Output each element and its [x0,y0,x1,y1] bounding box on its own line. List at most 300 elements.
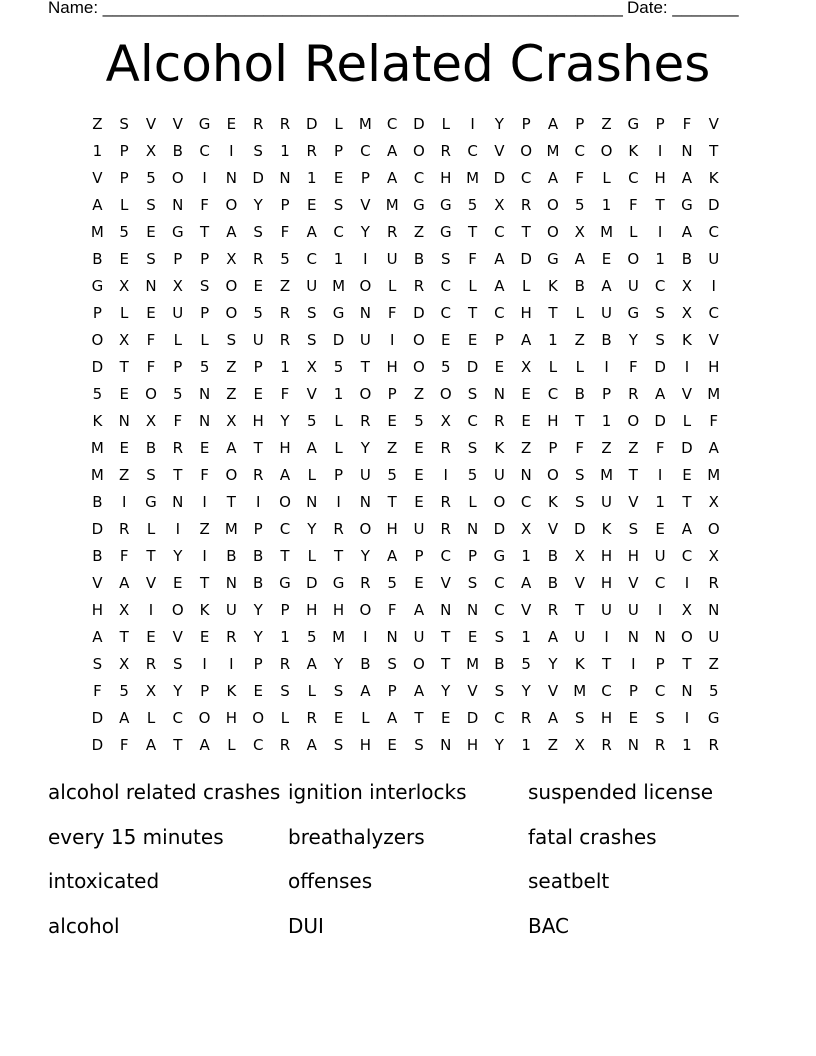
grid-letter: X [708,493,719,511]
grid-letter: S [387,655,397,673]
grid-letter: O [413,331,425,349]
grid-letter: Z [226,385,237,403]
grid-letter: N [627,628,639,646]
grid-letter: E [253,682,263,700]
grid-letter: X [681,277,693,295]
grid-letter: B [601,331,612,349]
grid-letter: I [443,466,448,484]
grid-letter: E [119,439,129,457]
grid-letter: A [387,709,398,727]
grid-letter: F [629,358,638,376]
grid-letter: F [575,169,585,187]
grid-letter: T [414,709,424,727]
grid-letter: Z [92,115,103,133]
grid-letter: N [118,412,130,430]
grid-letter: X [440,412,451,430]
grid-letter: Y [494,115,504,133]
grid-letter: N [681,142,693,160]
grid-letter: I [604,628,609,646]
word-bank-item: ignition interlocks [288,780,467,804]
grid-letter: T [119,358,129,376]
grid-letter: I [336,493,341,511]
grid-letter: I [202,493,207,511]
grid-letter: X [708,547,719,565]
grid-letter: U [708,250,720,268]
grid-letter: E [146,223,156,241]
grid-letter: E [601,250,612,268]
grid-letter: U [627,601,639,619]
grid-letter: N [493,385,505,403]
grid-letter: E [494,358,505,376]
grid-letter: E [199,628,210,646]
grid-letter: L [682,412,692,430]
grid-letter: A [145,736,157,754]
grid-letter: T [628,466,638,484]
grid-letter: A [306,439,317,457]
grid-letter: F [200,196,209,214]
grid-letter: T [173,736,183,754]
grid-letter: L [575,304,584,322]
grid-letter: F [173,412,183,430]
grid-letter: R [279,736,291,754]
grid-letter: S [333,736,344,754]
grid-letter: C [574,142,585,160]
grid-letter: L [548,358,558,376]
grid-letter: X [226,412,237,430]
grid-letter: F [119,736,129,754]
grid-letter: H [279,439,291,457]
grid-letter: M [600,223,614,241]
grid-letter: T [575,601,585,619]
name-field-label: Name: _______________________________________________________ [48,0,623,17]
grid-letter: B [92,547,103,565]
grid-letter: K [92,412,103,430]
grid-letter: V [92,574,103,592]
grid-letter: F [387,601,397,619]
grid-letter: M [707,466,721,484]
grid-letter: O [359,385,372,403]
grid-letter: F [655,439,665,457]
grid-letter: M [90,223,104,241]
grid-letter: V [92,169,103,187]
grid-letter: B [360,655,371,673]
grid-letter: V [172,628,183,646]
grid-letter: G [627,304,640,322]
grid-letter: C [199,142,210,160]
grid-letter: T [360,358,370,376]
grid-letter: O [225,277,238,295]
word-bank-item: every 15 minutes [48,824,224,849]
grid-letter: G [707,709,720,727]
word-bank-item: suspended license [528,780,714,804]
grid-letter: R [654,736,666,754]
grid-letter: O [359,277,372,295]
grid-letter: I [363,628,368,646]
grid-letter: I [148,601,154,619]
grid-row [84,543,727,570]
grid-letter: C [520,493,532,511]
grid-letter: U [601,304,613,322]
grid-letter: O [279,493,291,511]
grid-letter: F [119,547,129,565]
grid-letter: P [628,682,638,700]
grid-letter: C [681,547,693,565]
grid-letter: M [466,655,480,673]
grid-letter: 1 [655,493,665,511]
grid-letter: U [654,547,666,565]
grid-letter: B [547,574,559,592]
grid-letter: E [253,277,263,295]
grid-letter: N [386,628,398,646]
grid-letter: X [521,520,532,538]
grid-letter: A [387,169,398,187]
grid-letter: F [629,196,638,214]
grid-letter: O [359,520,372,538]
grid-letter: X [119,277,130,295]
grid-letter: K [628,142,639,160]
grid-letter: U [601,601,613,619]
grid-letter: E [441,709,451,727]
grid-letter: E [333,169,344,187]
grid-letter: N [359,493,371,511]
grid-letter: L [334,115,343,133]
grid-letter: S [253,223,263,241]
grid-letter: L [173,331,182,349]
grid-letter: U [627,277,639,295]
grid-letter: R [279,655,291,673]
grid-letter: Z [119,466,130,484]
grid-letter: D [91,736,104,754]
grid-letter: P [655,115,665,133]
grid-letter: N [359,304,371,322]
grid-letter: H [332,601,345,619]
grid-letter: M [546,142,560,160]
grid-letter: 5 [387,466,397,484]
grid-letter: O [627,412,640,430]
grid-letter: D [493,520,506,538]
grid-row [84,273,727,300]
grid-letter: O [145,385,157,403]
grid-letter: V [681,385,693,403]
grid-letter: S [146,466,156,484]
grid-letter: S [574,466,585,484]
grid-letter: R [520,709,532,727]
grid-letter: 1 [280,142,290,160]
grid-letter: 5 [307,628,317,646]
grid-letter: Z [628,439,639,457]
grid-letter: 1 [601,196,612,214]
grid-letter: T [333,547,344,565]
grid-letter: E [467,331,478,349]
grid-letter: R [494,412,505,430]
grid-letter: F [280,385,290,403]
grid-letter: V [440,574,451,592]
letter-grid [84,111,727,759]
grid-letter: L [120,196,129,214]
grid-letter: M [573,682,587,700]
grid-letter: I [175,520,180,538]
grid-letter: S [92,655,103,673]
grid-letter: L [227,736,236,754]
grid-letter: C [440,547,451,565]
grid-letter: A [387,547,398,565]
grid-letter: K [548,493,558,511]
grid-letter: P [494,331,504,349]
word-bank [48,775,768,953]
grid-letter: O [225,466,238,484]
grid-letter: E [441,331,451,349]
grid-letter: I [657,223,663,241]
grid-letter: U [413,628,425,646]
grid-letter: T [200,574,210,592]
grid-letter: G [171,223,184,241]
grid-letter: A [521,331,532,349]
grid-letter: B [92,250,103,268]
grid-letter: F [146,358,156,376]
grid-letter: A [279,466,291,484]
grid-letter: E [387,736,397,754]
grid-letter: T [387,493,397,511]
grid-letter: F [682,115,692,133]
grid-letter: H [225,709,238,727]
grid-letter: T [441,655,451,673]
grid-letter: I [631,655,636,673]
grid-letter: P [387,385,397,403]
grid-letter: R [628,385,639,403]
word-bank-item: fatal crashes [528,824,657,849]
grid-letter: C [360,142,371,160]
grid-letter: L [521,277,531,295]
grid-letter: P [468,547,478,565]
grid-letter: X [494,196,505,214]
grid-letter: 5 [708,682,719,700]
grid-letter: U [601,493,613,511]
grid-letter: L [629,223,638,241]
grid-letter: 5 [333,358,344,376]
grid-letter: 5 [92,385,103,403]
grid-letter: E [119,250,129,268]
grid-letter: O [547,466,559,484]
grid-letter: U [252,331,264,349]
grid-letter: V [467,682,478,700]
grid-letter: C [601,682,612,700]
grid-letter: Y [333,655,344,673]
grid-letter: Z [547,736,559,754]
word-bank-item: alcohol [48,913,120,938]
grid-letter: 1 [601,412,612,430]
grid-row [84,354,727,381]
grid-letter: N [225,574,237,592]
grid-letter: Y [628,331,638,349]
grid-letter: B [681,250,693,268]
word-bank-item: offenses [288,869,373,893]
grid-letter: M [90,466,104,484]
grid-letter: R [252,250,264,268]
grid-letter: Y [253,601,263,619]
grid-row [84,678,727,705]
grid-letter: C [440,304,451,322]
word-bank-item: BAC [528,913,570,938]
grid-letter: T [467,304,478,322]
grid-letter: E [467,628,478,646]
grid-letter: O [413,142,425,160]
grid-letter: Y [441,682,451,700]
grid-letter: E [333,709,344,727]
grid-letter: P [119,169,129,187]
grid-row [84,381,727,408]
grid-row [84,570,727,597]
grid-letter: O [627,250,640,268]
grid-letter: P [548,439,558,457]
grid-letter: G [145,493,157,511]
grid-letter: O [413,358,425,376]
grid-letter: I [657,601,663,619]
grid-letter: T [173,466,183,484]
grid-letter: G [332,304,345,322]
grid-letter: I [202,655,207,673]
grid-letter: P [280,601,290,619]
grid-row [84,705,727,732]
grid-letter: 5 [119,223,129,241]
grid-letter: A [574,250,585,268]
grid-row [84,192,727,219]
grid-letter: A [681,169,693,187]
grid-letter: Z [387,439,398,457]
grid-letter: H [466,736,479,754]
grid-letter: O [439,385,452,403]
grid-letter: 5 [119,682,129,700]
grid-letter: X [306,358,317,376]
grid-letter: M [332,628,346,646]
grid-letter: H [520,304,532,322]
grid-letter: L [280,709,290,727]
grid-letter: X [119,601,130,619]
grid-letter: D [413,304,425,322]
grid-letter: V [574,574,585,592]
grid-letter: F [387,304,397,322]
grid-letter: C [279,520,291,538]
grid-letter: A [306,736,317,754]
grid-letter: P [200,682,210,700]
grid-letter: L [146,520,156,538]
grid-letter: D [91,520,104,538]
grid-letter: F [93,682,102,700]
grid-letter: Y [173,682,183,700]
grid-letter: L [361,709,370,727]
grid-letter: F [575,439,585,457]
grid-letter: S [440,250,451,268]
grid-letter: Z [226,358,237,376]
grid-letter: C [654,574,666,592]
grid-row [84,408,727,435]
grid-letter: E [199,439,210,457]
grid-letter: S [467,385,478,403]
grid-letter: A [708,439,719,457]
grid-letter: N [172,493,184,511]
grid-letter: C [494,223,505,241]
grid-letter: A [413,682,425,700]
grid-letter: S [119,115,129,133]
grid-letter: S [226,331,237,349]
grid-letter: U [359,466,371,484]
grid-letter: X [574,547,585,565]
grid-letter: Z [413,385,425,403]
grid-letter: M [90,439,104,457]
grid-letter: U [386,250,398,268]
grid-letter: T [146,547,156,565]
grid-letter: Z [413,223,425,241]
grid-letter: N [466,520,479,538]
grid-letter: S [494,628,505,646]
grid-letter: O [225,304,238,322]
grid-letter: E [146,628,156,646]
grid-letter: O [91,331,104,349]
grid-letter: X [145,142,157,160]
grid-letter: N [627,736,639,754]
grid-letter: S [414,736,424,754]
grid-letter: G [439,196,452,214]
grid-letter: A [413,601,425,619]
grid-letter: S [333,196,344,214]
grid-letter: F [200,466,209,484]
grid-letter: L [334,439,343,457]
grid-letter: H [600,547,613,565]
grid-letter: V [628,493,639,511]
grid-letter: Y [494,736,504,754]
grid-letter: O [359,601,372,619]
grid-letter: 1 [521,736,531,754]
grid-letter: P [360,169,370,187]
grid-letter: C [494,601,505,619]
grid-letter: I [684,574,690,592]
grid-letter: K [682,331,692,349]
grid-letter: V [494,142,505,160]
grid-letter: S [467,574,478,592]
grid-letter: V [708,331,719,349]
grid-letter: Y [360,439,370,457]
word-bank-item: alcohol related crashes [48,780,281,804]
grid-letter: G [413,196,425,214]
grid-letter: X [119,655,130,673]
grid-letter: A [119,574,130,592]
grid-letter: C [708,304,719,322]
grid-letter: X [145,682,157,700]
grid-letter: A [360,682,371,700]
grid-letter: L [307,547,316,565]
grid-letter: R [708,736,719,754]
grid-letter: A [681,223,693,241]
grid-letter: V [145,574,157,592]
grid-row [84,138,727,165]
grid-letter: R [440,520,451,538]
grid-letter: T [200,223,210,241]
grid-row [84,435,727,462]
grid-row [84,624,727,651]
grid-letter: R [279,304,291,322]
grid-letter: B [172,142,183,160]
grid-row [84,651,727,678]
grid-letter: R [226,628,237,646]
grid-letter: P [387,682,397,700]
grid-letter: S [253,142,263,160]
grid-letter: N [225,169,237,187]
grid-letter: L [120,304,129,322]
grid-letter: H [306,601,318,619]
grid-letter: 1 [280,628,290,646]
grid-letter: I [202,547,207,565]
grid-letter: B [92,493,103,511]
grid-letter: P [280,196,290,214]
